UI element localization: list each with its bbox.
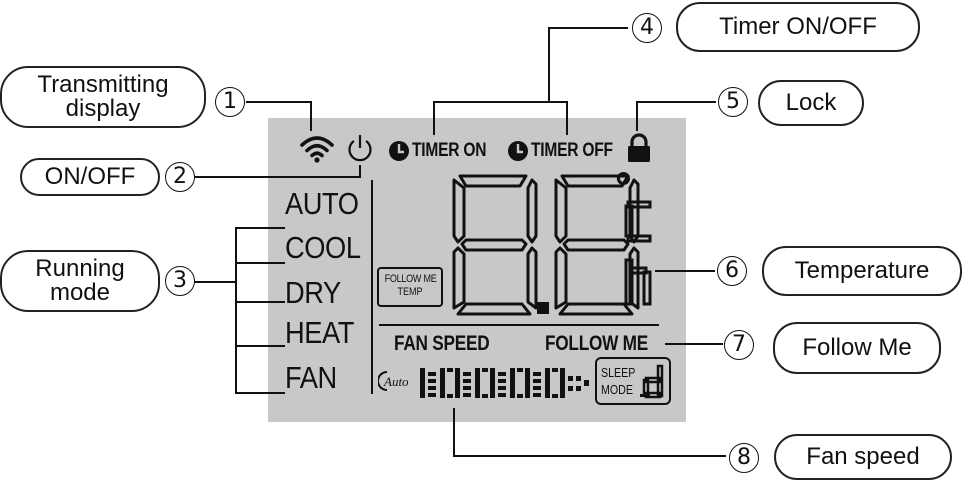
svg-text:Auto: Auto: [384, 374, 409, 389]
callout-line-1: [246, 101, 312, 103]
bracket-tick: [235, 392, 285, 394]
bracket-tick: [235, 227, 285, 229]
callout-line-8b: [453, 455, 726, 457]
callout-timer-on-off: Timer ON/OFF: [676, 2, 920, 52]
callout-number-2: 2: [165, 162, 195, 192]
follow-me-temp-badge: FOLLOW ME TEMP: [377, 267, 443, 307]
mode-dry: DRY: [285, 275, 341, 310]
callout-number-6: 6: [717, 256, 747, 286]
timer-on-label: TIMER ON: [412, 140, 487, 161]
callout-line-5: [636, 101, 716, 103]
callout-temperature: Temperature: [762, 246, 962, 296]
callout-follow-me: Follow Me: [773, 322, 941, 374]
callout-line-6: [655, 270, 715, 272]
callout-line-4e: [566, 101, 568, 135]
callout-number-3: 3: [165, 266, 195, 296]
degree-symbol: °: [615, 163, 632, 210]
fan-speed-bar: [420, 366, 590, 400]
callout-line-3: [193, 281, 237, 283]
callout-line-4c: [433, 101, 568, 103]
callout-line-2b: [359, 165, 361, 178]
callout-line-2: [193, 176, 361, 178]
callout-running-mode: Running mode: [0, 250, 160, 312]
mode-cool: COOL: [285, 230, 361, 265]
lcd-divider: [379, 324, 659, 326]
bracket-tick: [235, 301, 285, 303]
callout-line-4b: [548, 27, 550, 103]
callout-fan-speed: Fan speed: [774, 434, 952, 480]
bracket-tick: [235, 262, 285, 264]
callout-line-5b: [636, 101, 638, 131]
callout-line-8: [453, 408, 455, 457]
clock-icon: [507, 140, 529, 162]
lock-icon: [626, 132, 652, 164]
callout-number-5: 5: [718, 87, 748, 117]
callout-on-off: ON/OFF: [20, 158, 160, 196]
callout-line-1b: [310, 101, 312, 131]
auto-fan-icon: [378, 368, 418, 394]
wifi-icon: [300, 134, 334, 164]
sleep-mode-badge: SLEEP MODE: [595, 357, 671, 405]
sleep-digit: [640, 364, 668, 400]
callout-line-7: [665, 343, 723, 345]
callout-line-4d: [433, 101, 435, 135]
mode-heat: HEAT: [285, 315, 354, 350]
callout-line-3-bracket: [235, 227, 237, 394]
callout-transmitting-display: Transmitting display: [0, 66, 206, 128]
clock-icon: [388, 140, 410, 162]
lcd-separator: [371, 180, 373, 394]
callout-number-1: 1: [215, 87, 245, 117]
power-icon: [346, 132, 374, 164]
mode-fan: FAN: [285, 360, 337, 395]
fan-speed-label: FAN SPEED: [394, 332, 490, 355]
callout-number-8: 8: [729, 443, 759, 473]
callout-lock: Lock: [758, 80, 864, 126]
timer-off-label: TIMER OFF: [531, 140, 613, 161]
bracket-tick: [235, 345, 285, 347]
follow-me-label: FOLLOW ME: [545, 332, 648, 355]
callout-number-7: 7: [724, 330, 754, 360]
unit-segments: [620, 200, 660, 310]
callout-number-4: 4: [632, 13, 662, 43]
callout-line-4: [548, 27, 628, 29]
mode-auto: AUTO: [285, 186, 359, 221]
